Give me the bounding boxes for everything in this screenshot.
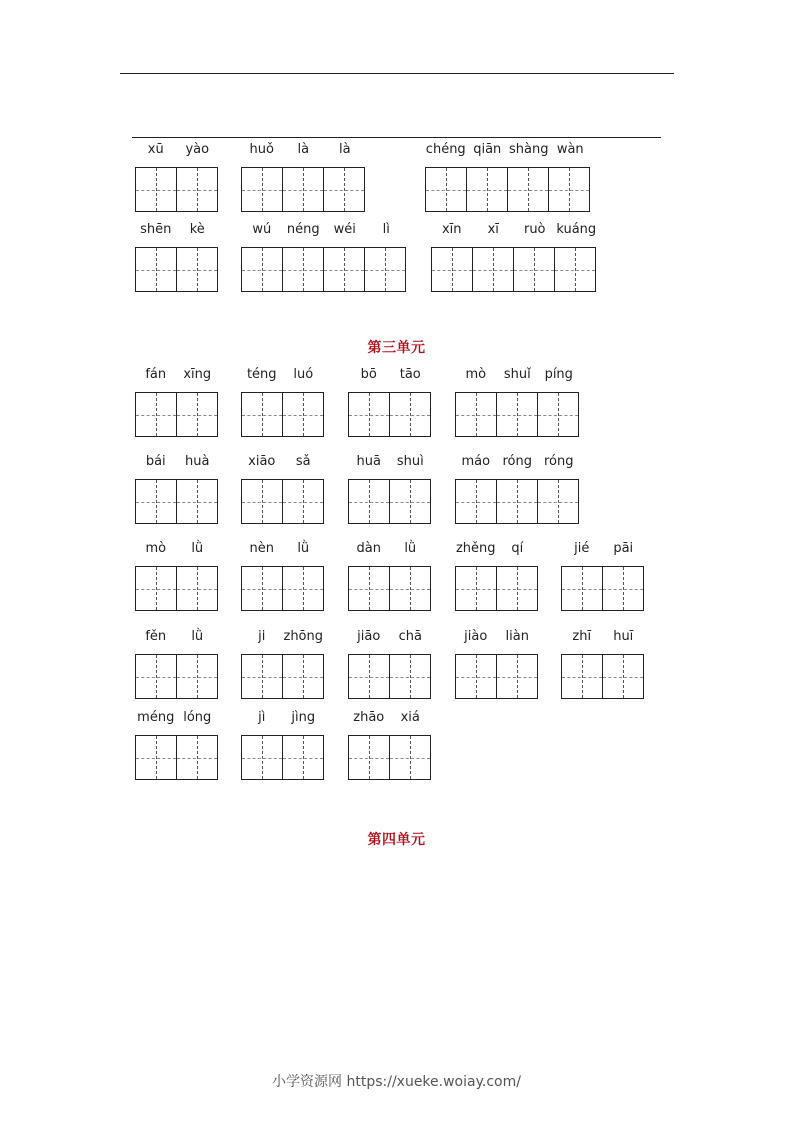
pinyin-row: [241, 454, 324, 472]
tianzige-writing-cell[interactable]: [176, 392, 218, 437]
pinyin-label: kè: [189, 222, 205, 237]
writing-boxes: [425, 167, 590, 212]
writing-boxes: [241, 479, 324, 524]
writing-boxes: [241, 735, 324, 780]
tianzige-writing-cell[interactable]: [323, 247, 364, 292]
pinyin-label: qiān: [473, 142, 502, 157]
writing-boxes: [561, 654, 644, 699]
tianzige-writing-cell[interactable]: [241, 167, 282, 212]
tianzige-writing-cell[interactable]: [282, 566, 324, 611]
tianzige-writing-cell[interactable]: [241, 735, 282, 780]
tianzige-writing-cell[interactable]: [176, 735, 218, 780]
tianzige-writing-cell[interactable]: [282, 479, 324, 524]
pinyin-label: mò: [465, 367, 487, 382]
writing-boxes: [455, 479, 579, 524]
tianzige-writing-cell[interactable]: [135, 479, 176, 524]
pinyin-row: [135, 541, 218, 559]
writing-boxes: [135, 566, 218, 611]
tianzige-writing-cell[interactable]: [364, 247, 406, 292]
tianzige-writing-cell[interactable]: [561, 654, 602, 699]
pinyin-label: huǒ: [249, 142, 274, 157]
pinyin-row: [455, 367, 580, 385]
pinyin-label: jiào: [464, 629, 488, 644]
pinyin-label: zhī: [572, 629, 592, 644]
pinyin-label: xiá: [400, 710, 420, 725]
pinyin-label: huà: [185, 454, 210, 469]
tianzige-writing-cell[interactable]: [602, 566, 644, 611]
writing-boxes: [348, 479, 431, 524]
pinyin-label: píng: [544, 367, 573, 382]
tianzige-writing-cell[interactable]: [425, 167, 466, 212]
writing-boxes: [135, 479, 218, 524]
tianzige-writing-cell[interactable]: [455, 479, 496, 524]
pinyin-label: máo: [461, 454, 491, 469]
pinyin-label: lǜ: [191, 629, 204, 644]
pinyin-row: [241, 541, 324, 559]
pinyin-label: xiāo: [248, 454, 276, 469]
pinyin-row: [348, 541, 431, 559]
pinyin-label: qí: [511, 541, 524, 556]
pinyin-label: jìng: [291, 710, 316, 725]
pinyin-label: fěn: [145, 629, 167, 644]
pinyin-row: [455, 629, 538, 647]
pinyin-label: lǜ: [297, 541, 310, 556]
top-rule: [120, 73, 674, 74]
tianzige-writing-cell[interactable]: [389, 566, 431, 611]
tianzige-writing-cell[interactable]: [282, 167, 323, 212]
tianzige-writing-cell[interactable]: [554, 247, 596, 292]
pinyin-row: [561, 541, 644, 559]
pinyin-label: jì: [258, 710, 266, 725]
tianzige-writing-cell[interactable]: [135, 247, 176, 292]
pinyin-label: wàn: [556, 142, 584, 157]
writing-boxes: [135, 167, 218, 212]
writing-boxes: [135, 735, 218, 780]
pinyin-label: róng: [543, 454, 574, 469]
pinyin-label: xīn: [441, 222, 462, 237]
tianzige-writing-cell[interactable]: [176, 654, 218, 699]
tianzige-writing-cell[interactable]: [348, 654, 389, 699]
writing-boxes: [241, 167, 365, 212]
pinyin-label: là: [338, 142, 351, 157]
pinyin-label: téng: [246, 367, 277, 382]
pinyin-row: [241, 142, 366, 160]
tianzige-writing-cell[interactable]: [455, 566, 496, 611]
unit3-heading: 第三单元: [367, 340, 426, 356]
pinyin-row: [241, 222, 407, 240]
tianzige-writing-cell[interactable]: [496, 392, 537, 437]
pinyin-label: xīng: [183, 367, 212, 382]
tianzige-writing-cell[interactable]: [282, 247, 323, 292]
pinyin-label: shēn: [140, 222, 172, 237]
tianzige-writing-cell[interactable]: [389, 479, 431, 524]
pinyin-label: wú: [252, 222, 272, 237]
pinyin-row: [241, 367, 324, 385]
pinyin-label: dàn: [356, 541, 381, 556]
writing-boxes: [135, 654, 218, 699]
writing-boxes: [348, 735, 431, 780]
tianzige-writing-cell[interactable]: [389, 654, 431, 699]
tianzige-writing-cell[interactable]: [241, 654, 282, 699]
pinyin-label: shuì: [396, 454, 424, 469]
writing-boxes: [561, 566, 644, 611]
tianzige-writing-cell[interactable]: [455, 654, 496, 699]
pinyin-label: ruò: [523, 222, 546, 237]
pinyin-label: liàn: [505, 629, 529, 644]
pinyin-label: bō: [360, 367, 377, 382]
writing-boxes: [348, 392, 431, 437]
tianzige-writing-cell[interactable]: [282, 654, 324, 699]
tianzige-writing-cell[interactable]: [602, 654, 644, 699]
tianzige-writing-cell[interactable]: [537, 392, 579, 437]
pinyin-label: zhōng: [283, 629, 324, 644]
tianzige-writing-cell[interactable]: [466, 167, 507, 212]
pinyin-label: lǜ: [191, 541, 204, 556]
pinyin-row: [348, 629, 431, 647]
pinyin-label: róng: [502, 454, 533, 469]
tianzige-writing-cell[interactable]: [135, 654, 176, 699]
tianzige-writing-cell[interactable]: [513, 247, 554, 292]
tianzige-writing-cell[interactable]: [241, 247, 282, 292]
tianzige-writing-cell[interactable]: [561, 566, 602, 611]
pinyin-label: bái: [145, 454, 166, 469]
pinyin-label: mò: [145, 541, 167, 556]
pinyin-label: fán: [145, 367, 167, 382]
pinyin-label: chā: [398, 629, 422, 644]
writing-boxes: [135, 392, 218, 437]
tianzige-writing-cell[interactable]: [135, 566, 176, 611]
tianzige-writing-cell[interactable]: [323, 167, 365, 212]
writing-boxes: [241, 247, 406, 292]
writing-boxes: [431, 247, 596, 292]
pinyin-label: jié: [574, 541, 590, 556]
pinyin-row: [348, 367, 431, 385]
tianzige-writing-cell[interactable]: [348, 566, 389, 611]
tianzige-writing-cell[interactable]: [548, 167, 590, 212]
pinyin-row: [135, 710, 218, 728]
pinyin-row: [348, 710, 431, 728]
pinyin-row: [135, 629, 218, 647]
writing-boxes: [455, 654, 538, 699]
pinyin-row: [135, 367, 218, 385]
pinyin-row: [455, 454, 580, 472]
footer-watermark: 小学资源网 https://xueke.woiay.com/: [272, 1074, 521, 1090]
pinyin-row: [241, 710, 324, 728]
writing-boxes: [241, 654, 324, 699]
tianzige-writing-cell[interactable]: [135, 167, 176, 212]
pinyin-label: là: [297, 142, 310, 157]
writing-boxes: [241, 392, 324, 437]
pinyin-label: méng: [137, 710, 175, 725]
tianzige-writing-cell[interactable]: [135, 392, 176, 437]
pinyin-row: [561, 629, 644, 647]
tianzige-writing-cell[interactable]: [176, 247, 218, 292]
tianzige-writing-cell[interactable]: [348, 392, 389, 437]
pinyin-label: lóng: [183, 710, 212, 725]
writing-boxes: [241, 566, 324, 611]
pinyin-row: [431, 222, 597, 240]
pinyin-label: tāo: [399, 367, 421, 382]
pinyin-row: [135, 142, 218, 160]
pinyin-label: nèn: [249, 541, 274, 556]
pinyin-label: pāi: [613, 541, 634, 556]
tianzige-writing-cell[interactable]: [241, 566, 282, 611]
tianzige-writing-cell[interactable]: [389, 392, 431, 437]
writing-boxes: [455, 566, 538, 611]
pinyin-label: wéi: [333, 222, 356, 237]
pinyin-label: huā: [356, 454, 381, 469]
tianzige-writing-cell[interactable]: [496, 566, 538, 611]
pinyin-label: sǎ: [295, 454, 311, 469]
tianzige-writing-cell[interactable]: [496, 654, 538, 699]
pinyin-row: [455, 541, 538, 559]
tianzige-writing-cell[interactable]: [507, 167, 548, 212]
pinyin-label: yào: [185, 142, 210, 157]
pinyin-label: xū: [147, 142, 164, 157]
pinyin-row: [425, 142, 591, 160]
pinyin-label: zhāo: [353, 710, 385, 725]
tianzige-writing-cell[interactable]: [472, 247, 513, 292]
tianzige-writing-cell[interactable]: [496, 479, 537, 524]
tianzige-writing-cell[interactable]: [455, 392, 496, 437]
tianzige-writing-cell[interactable]: [176, 566, 218, 611]
tianzige-writing-cell[interactable]: [135, 735, 176, 780]
pinyin-row: [135, 222, 218, 240]
pinyin-label: shuǐ: [503, 367, 531, 382]
writing-boxes: [348, 566, 431, 611]
writing-boxes: [348, 654, 431, 699]
tianzige-writing-cell[interactable]: [241, 392, 282, 437]
pinyin-row: [241, 629, 324, 647]
pinyin-label: néng: [286, 222, 320, 237]
unit4-heading: 第四单元: [367, 832, 426, 848]
pinyin-label: xī: [487, 222, 499, 237]
tianzige-writing-cell[interactable]: [389, 735, 431, 780]
tianzige-writing-cell[interactable]: [348, 479, 389, 524]
pinyin-label: lì: [382, 222, 390, 237]
pinyin-label: jiāo: [357, 629, 381, 644]
tianzige-writing-cell[interactable]: [241, 479, 282, 524]
pinyin-label: luó: [293, 367, 314, 382]
pinyin-row: [348, 454, 431, 472]
tianzige-writing-cell[interactable]: [176, 167, 218, 212]
tianzige-writing-cell[interactable]: [431, 247, 472, 292]
section-rule: [132, 137, 661, 138]
tianzige-writing-cell[interactable]: [348, 735, 389, 780]
pinyin-label: huī: [613, 629, 634, 644]
pinyin-row: [135, 454, 218, 472]
tianzige-writing-cell[interactable]: [537, 479, 579, 524]
pinyin-label: shàng: [509, 142, 549, 157]
tianzige-writing-cell[interactable]: [282, 392, 324, 437]
writing-boxes: [135, 247, 218, 292]
pinyin-label: zhěng: [455, 541, 496, 556]
pinyin-label: chéng: [425, 142, 466, 157]
tianzige-writing-cell[interactable]: [282, 735, 324, 780]
tianzige-writing-cell[interactable]: [176, 479, 218, 524]
writing-boxes: [455, 392, 579, 437]
pinyin-label: lǜ: [404, 541, 417, 556]
pinyin-label: ji: [258, 629, 266, 644]
pinyin-label: kuáng: [556, 222, 597, 237]
